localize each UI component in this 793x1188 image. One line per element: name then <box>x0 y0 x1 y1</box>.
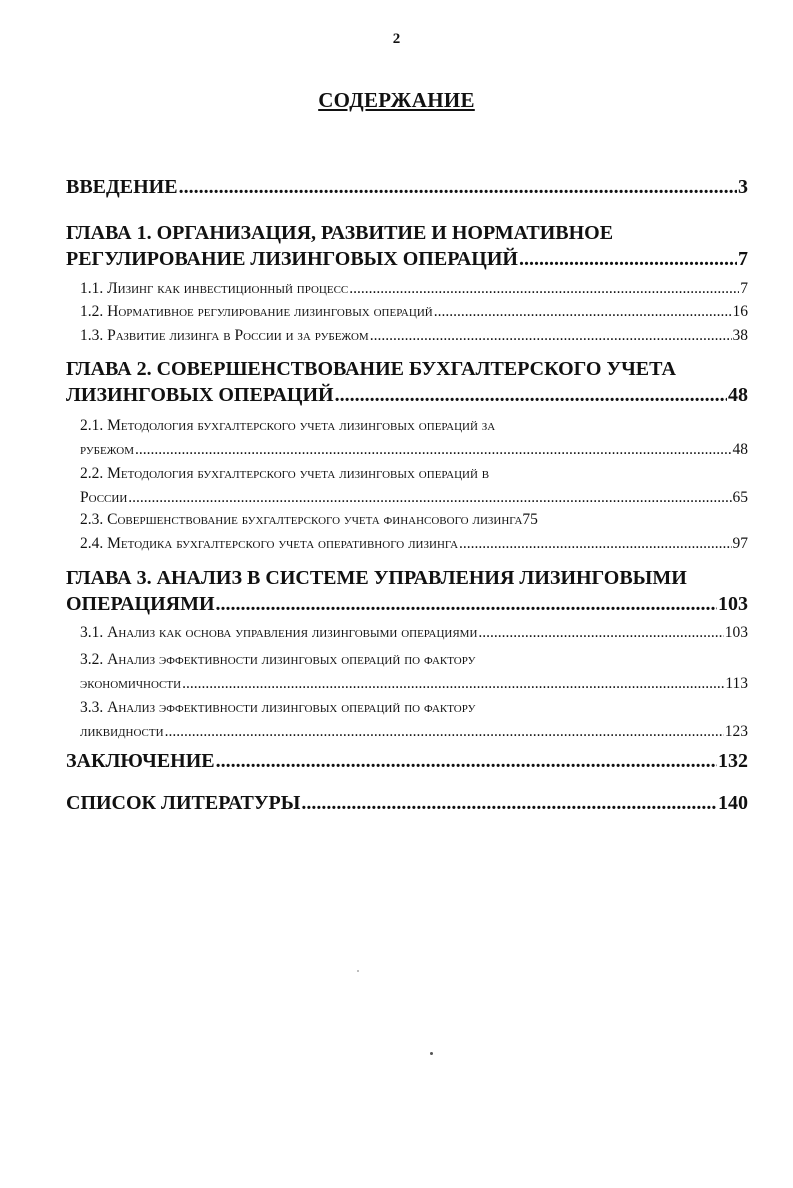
dot-leader <box>519 246 737 272</box>
entry-title: ЗАКЛЮЧЕНИЕ <box>66 750 215 772</box>
entry-title: Анализ как основа управления лизинговыми операциями <box>107 624 478 641</box>
entry-page: 16 <box>732 303 748 320</box>
entry-title-line-1: ГЛАВА 3. АНАЛИЗ В СИСТЕМЕ УПРАВЛЕНИЯ ЛИЗИНГОВЫМИ <box>66 567 687 589</box>
dot-leader <box>434 303 732 321</box>
dot-leader <box>179 176 737 199</box>
entry-page: 132 <box>718 750 748 772</box>
dot-leader <box>335 382 727 408</box>
entry-title-line-1: Анализ эффективности лизинговых операций по фактору <box>107 699 476 716</box>
toc-entry-chapter-1[interactable] <box>66 220 748 272</box>
dot-leader <box>128 486 731 510</box>
toc-entry-3-2[interactable] <box>80 648 748 696</box>
entry-page: 113 <box>725 675 748 692</box>
entry-page: 103 <box>724 624 748 641</box>
toc-entry-3-1[interactable] <box>80 624 748 642</box>
entry-page: 38 <box>732 327 748 344</box>
dot-leader <box>216 591 717 617</box>
entry-number: 2.1. <box>80 417 104 434</box>
entry-page: 7 <box>740 280 748 297</box>
entry-title-line-1: ГЛАВА 1. ОРГАНИЗАЦИЯ, РАЗВИТИЕ И НОРМАТИВНОЕ <box>66 222 614 244</box>
entry-number: 3.2. <box>80 651 104 668</box>
entry-number: 2.4. <box>80 535 104 552</box>
dot-leader <box>459 535 731 553</box>
toc-entry-chapter-3[interactable] <box>66 565 748 617</box>
toc-entry-2-4[interactable] <box>80 535 748 553</box>
entry-page: 3 <box>738 176 748 198</box>
entry-page: 48 <box>728 384 748 406</box>
entry-number: 2.2. <box>80 465 104 482</box>
entry-number: 2.3. <box>80 511 104 528</box>
entry-title: Нормативное регулирование лизинговых операций <box>107 303 433 320</box>
toc-entry-2-1[interactable] <box>80 414 748 462</box>
entry-page: 103 <box>718 593 748 615</box>
toc-entry-2-3[interactable] <box>80 511 748 529</box>
entry-title-line-2: ОПЕРАЦИЯМИ <box>66 593 215 615</box>
dot-leader <box>478 624 723 642</box>
entry-title: Методика бухгалтерского учета оперативного лизинга <box>107 535 459 552</box>
entry-title-line-1: Анализ эффективности лизинговых операций по фактору <box>107 651 476 668</box>
dot-leader <box>301 792 717 815</box>
entry-page: 123 <box>724 723 748 740</box>
entry-number: 1.3. <box>80 327 104 344</box>
toc-entry-conclusion[interactable] <box>66 750 748 773</box>
dot-leader <box>349 280 739 298</box>
scan-speck <box>430 1052 433 1055</box>
entry-page: 75 <box>522 511 538 528</box>
page-title: СОДЕРЖАНИЕ <box>318 88 475 112</box>
entry-title: СПИСОК ЛИТЕРАТУРЫ <box>66 792 301 814</box>
entry-number: 1.1. <box>80 280 104 297</box>
toc-entry-2-2[interactable] <box>80 462 748 510</box>
entry-title-line-2: РЕГУЛИРОВАНИЕ ЛИЗИНГОВЫХ ОПЕРАЦИЙ <box>66 248 518 270</box>
entry-title-line-2: ликвидности <box>80 723 164 740</box>
toc-entry-1-2[interactable] <box>80 303 748 321</box>
entry-page: 65 <box>732 489 748 506</box>
page-number: 2 <box>392 31 401 47</box>
toc-entry-chapter-2[interactable] <box>66 356 748 408</box>
dot-leader <box>370 327 732 345</box>
entry-title-line-2: России <box>80 489 128 506</box>
entry-title-line-1: Методология бухгалтерского учета лизинговых операций в <box>107 465 490 482</box>
entry-title-line-2: экономичности <box>80 675 182 692</box>
toc-entry-bibliography[interactable] <box>66 792 748 815</box>
entry-number: 3.3. <box>80 699 104 716</box>
toc-entry-intro[interactable] <box>66 176 748 199</box>
scan-speck <box>357 970 359 972</box>
entry-page: 7 <box>738 248 748 270</box>
entry-title-line-2: рубежом <box>80 441 134 458</box>
toc-entry-1-1[interactable] <box>80 280 748 298</box>
entry-title-line-2: ЛИЗИНГОВЫХ ОПЕРАЦИЙ <box>66 384 334 406</box>
entry-page: 97 <box>732 535 748 552</box>
dot-leader <box>182 672 724 696</box>
entry-page: 140 <box>718 792 748 814</box>
entry-title-line-1: Методология бухгалтерского учета лизинговых операций за <box>107 417 496 434</box>
entry-number: 1.2. <box>80 303 104 320</box>
entry-title: ВВЕДЕНИЕ <box>66 176 178 198</box>
dot-leader <box>135 438 732 462</box>
entry-title: Совершенствование бухгалтерского учета финансового лизинга <box>107 511 523 528</box>
dot-leader <box>216 750 717 773</box>
entry-title-line-1: ГЛАВА 2. СОВЕРШЕНСТВОВАНИЕ БУХГАЛТЕРСКОГО УЧЕТА <box>66 358 676 380</box>
toc-entry-3-3[interactable] <box>80 696 748 744</box>
entry-page: 48 <box>732 441 748 458</box>
entry-number: 3.1. <box>80 624 104 641</box>
toc-entry-1-3[interactable] <box>80 327 748 345</box>
dot-leader <box>165 720 724 744</box>
entry-title: Развитие лизинга в России и за рубежом <box>107 327 369 344</box>
entry-title: Лизинг как инвестиционный процесс <box>107 280 349 297</box>
